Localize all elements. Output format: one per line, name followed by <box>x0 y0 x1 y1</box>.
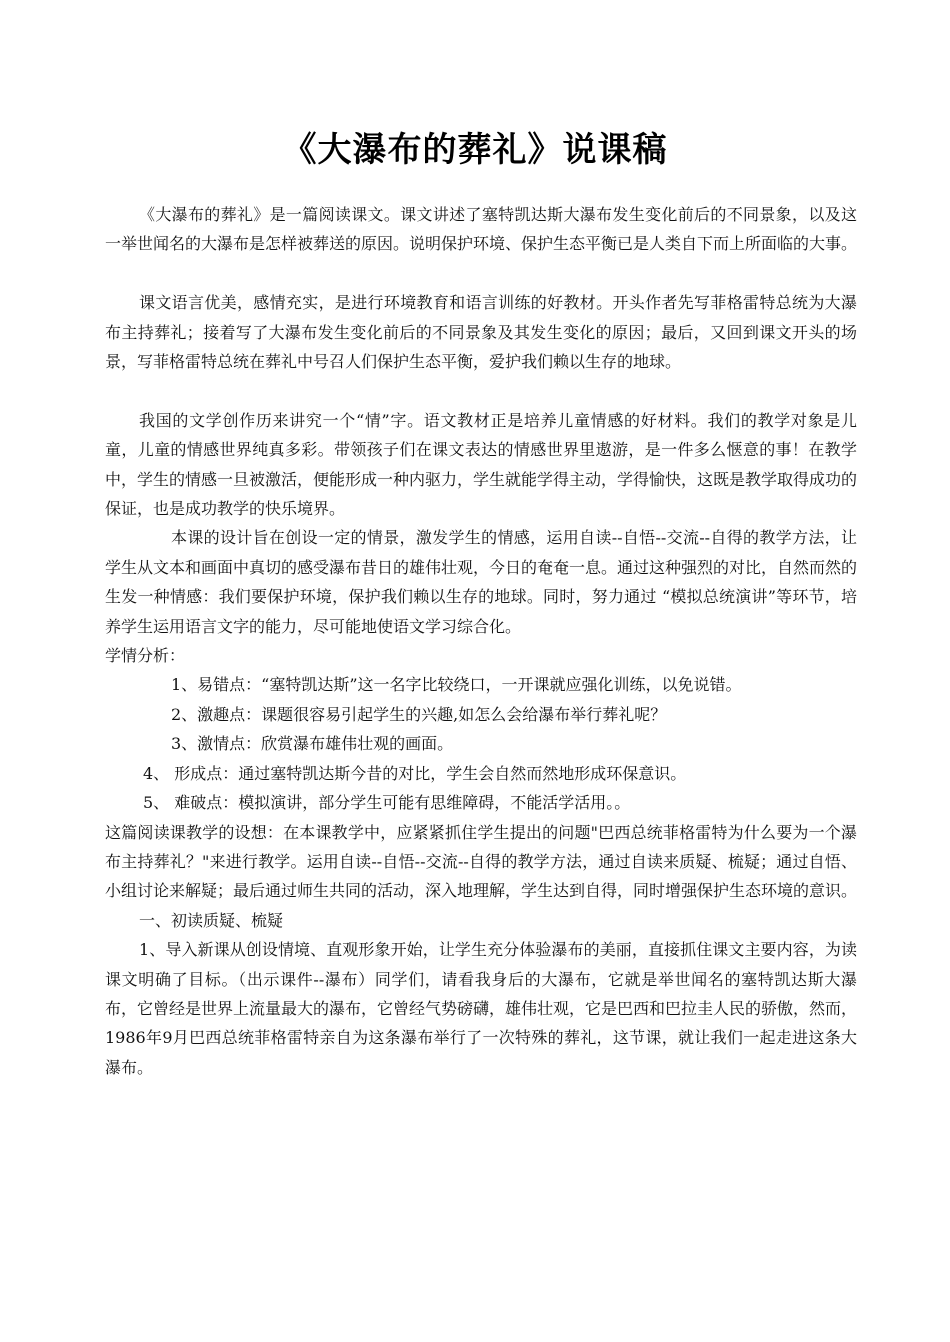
paragraph-lesson-intro: 1、导入新课从创设情境、直观形象开始，让学生充分体验瀑布的美丽，直接抓住课文主要内容，为读课文明确了目标。（出示课件--瀑布）同学们，请看我身后的大瀑布，它就是举世闻名的塞特凯达斯大瀑布，它曾经是世界上流量最大的瀑布，它曾经气势磅礴，雄伟壮观，它是巴西和巴拉圭人民的骄傲，然而，1986年9月巴西总统菲格雷特亲自为这条瀑布举行了一次特殊的葬礼，这节课，就让我们一起走进这条大瀑布。 <box>105 940 858 1077</box>
paragraph-intro: 《大瀑布的葬礼》是一篇阅读课文。课文讲述了塞特凯达斯大瀑布发生变化前后的不同景象，以及这一举世闻名的大瀑布是怎样被葬送的原因。说明保护环境、保护生态平衡已是人类自下而上所面临的大事。 <box>105 205 858 254</box>
analysis-item-4: 4、 形成点：通过塞特凯达斯今昔的对比，学生会自然而然地形成环保意识。 <box>143 763 687 783</box>
paragraph-teaching-plan: 这篇阅读课教学的设想：在本课教学中，应紧紧抓住学生提出的问题"巴西总统菲格雷特为什么要为一个瀑布主持葬礼？"来进行教学。运用自读--自悟--交流--自得的教学方法，通过自读来质疑、梳疑；通过自悟、小组讨论来解疑；最后通过师生共同的活动，深入地理解，学生达到自得，同时增强保护生态环境的意识。 <box>105 822 858 901</box>
analysis-item-1: 1、易错点：“塞特凯达斯”这一名字比较绕口，一开课就应强化训练，以免说错。 <box>171 675 742 695</box>
paragraph-gap <box>105 376 857 405</box>
analysis-item-5: 5、 难破点：模拟演讲，部分学生可能有思维障碍，不能活学活用。。 <box>143 793 631 813</box>
analysis-item-3: 3、激情点：欣赏瀑布雄伟壮观的画面。 <box>171 734 454 754</box>
analysis-heading: 学情分析： <box>105 646 186 666</box>
paragraph-design: 本课的设计旨在创设一定的情景，激发学生的情感，运用自读--自悟--交流--自得的教学方法，让学生从文本和画面中真切的感受瀑布昔日的雄伟壮观，今日的奄奄一息。通过这种强烈的对比，自然而然的生发一种情感：我们要保护环境，保护我们赖以生存的地球。同时，努力通过 “模拟总统演讲”等环节，培养学生运用语言文字的能力，尽可能地使语文学习综合化。 <box>105 528 858 636</box>
analysis-item-2: 2、激趣点：课题很容易引起学生的兴趣,如怎么会给瀑布举行葬礼呢？ <box>171 704 667 724</box>
document-body <box>105 200 857 1082</box>
document-title: 《大瀑布的葬礼》说课稿 <box>282 130 668 170</box>
section-heading-1: 一、初读质疑、梳疑 <box>139 910 284 930</box>
paragraph-language: 课文语言优美，感情充实，是进行环境教育和语言训练的好教材。开头作者先写菲格雷特总统为大瀑布主持葬礼；接着写了大瀑布发生变化前后的不同景象及其发生变化的原因；最后，又回到课文开头的场景，写菲格雷特总统在葬礼中号召人们保护生态平衡，爱护我们赖以生存的地球。 <box>105 293 857 372</box>
paragraph-gap <box>105 259 857 288</box>
paragraph-emotion: 我国的文学创作历来讲究一个“情”字。语文教材正是培养儿童情感的好材料。我们的教学对象是儿童，儿童的情感世界纯真多彩。带领孩子们在课文表达的情感世界里遨游，是一件多么惬意的事！在教学中，学生的情感一旦被激活，便能形成一种内驱力，学生就能学得主动，学得愉快，这既是教学取得成功的保证，也是成功教学的快乐境界。 <box>105 410 858 519</box>
